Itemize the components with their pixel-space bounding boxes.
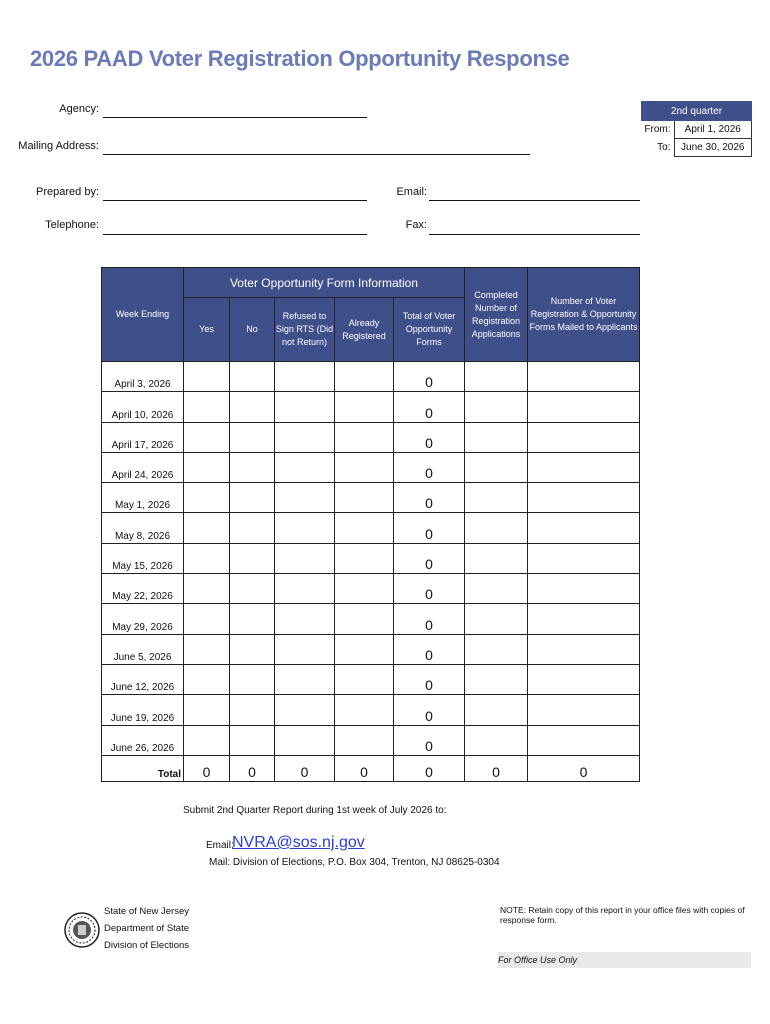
entry-cell[interactable] [184,634,230,664]
entry-cell[interactable] [230,604,275,634]
quarter-box [641,101,752,157]
entry-cell[interactable] [465,452,528,482]
entry-cell[interactable] [465,725,528,755]
entry-cell[interactable] [184,422,230,452]
agency-label: Agency: [59,103,99,115]
table-row [102,422,640,452]
entry-cell[interactable] [275,543,335,573]
entry-cell[interactable] [528,604,640,634]
entry-cell[interactable] [230,634,275,664]
col-completed: Completed Number of Registration Applications [465,268,528,362]
entry-cell[interactable] [275,725,335,755]
group-header: Voter Opportunity Form Information [184,268,465,298]
entry-cell[interactable] [465,664,528,694]
week-ending-cell: June 5, 2026 [102,634,184,664]
week-ending-cell: April 10, 2026 [102,392,184,422]
mailing-address-field[interactable] [103,154,530,155]
col-yes: Yes [184,298,230,362]
entry-cell[interactable] [335,513,394,543]
entry-cell[interactable] [275,392,335,422]
week-ending-cell: May 22, 2026 [102,574,184,604]
entry-cell[interactable] [184,513,230,543]
entry-cell[interactable] [275,604,335,634]
entry-cell[interactable] [275,362,335,392]
total-completed: 0 [465,755,528,781]
entry-cell[interactable] [230,695,275,725]
row-total-cell: 0 [394,513,465,543]
fax-field[interactable] [429,234,640,235]
entry-cell[interactable] [275,483,335,513]
entry-cell[interactable] [335,483,394,513]
entry-cell[interactable] [465,634,528,664]
submit-instructions: Submit 2nd Quarter Report during 1st week of July 2026 to: [183,805,447,816]
total-mailed: 0 [528,755,640,781]
entry-cell[interactable] [230,483,275,513]
entry-cell[interactable] [528,725,640,755]
entry-cell[interactable] [184,574,230,604]
entry-cell[interactable] [275,574,335,604]
entry-cell[interactable] [335,725,394,755]
agency-field[interactable] [103,117,367,118]
col-total-forms: Total of Voter Opportunity Forms [394,298,465,362]
entry-cell[interactable] [465,422,528,452]
entry-cell[interactable] [184,664,230,694]
row-total-cell: 0 [394,362,465,392]
entry-cell[interactable] [184,452,230,482]
entry-cell[interactable] [465,604,528,634]
entry-cell[interactable] [528,362,640,392]
entry-cell[interactable] [335,362,394,392]
table-row [102,513,640,543]
entry-cell[interactable] [528,543,640,573]
entry-cell[interactable] [528,483,640,513]
state-line-1: State of New Jersey [104,906,190,917]
entry-cell[interactable] [335,695,394,725]
entry-cell[interactable] [230,392,275,422]
fax-label: Fax: [405,219,427,231]
row-total-cell: 0 [394,604,465,634]
entry-cell[interactable] [465,483,528,513]
table-row [102,664,640,694]
entry-cell[interactable] [335,543,394,573]
table-row [102,634,640,664]
entry-cell[interactable] [465,513,528,543]
total-forms: 0 [394,755,465,781]
retain-copy-note: NOTE: Retain copy of this report in your office files with copies of response form. [500,905,745,925]
entry-cell[interactable] [184,392,230,422]
col-mailed: Number of Voter Registration & Opportunity Forms Mailed to Applicants [528,268,640,362]
row-total-cell: 0 [394,422,465,452]
table-row [102,543,640,573]
entry-cell[interactable] [230,452,275,482]
prepared-by-label: Prepared by: [36,186,99,198]
state-line-2: Department of State [104,923,190,934]
mailing-address-label: Mailing Address: [18,140,99,152]
state-department-block [104,903,189,954]
col-no: No [230,298,275,362]
quarter-to-label: To: [657,142,671,153]
row-total-cell: 0 [394,392,465,422]
week-ending-cell: April 24, 2026 [102,452,184,482]
entry-cell[interactable] [275,452,335,482]
state-seal-icon [63,899,101,961]
row-total-cell: 0 [394,574,465,604]
entry-cell[interactable] [275,513,335,543]
table-row [102,452,640,482]
table-row [102,604,640,634]
week-ending-cell: June 26, 2026 [102,725,184,755]
entry-cell[interactable] [528,452,640,482]
nvra-email-link[interactable]: NVRA@sos.nj.gov [232,834,365,851]
entry-cell[interactable] [465,574,528,604]
quarter-to-value: June 30, 2026 [674,139,752,157]
entry-cell[interactable] [335,574,394,604]
quarter-title: 2nd quarter [642,102,752,121]
row-total-cell: 0 [394,725,465,755]
row-total-cell: 0 [394,543,465,573]
telephone-label: Telephone: [45,219,99,231]
week-ending-cell: April 17, 2026 [102,422,184,452]
entry-cell[interactable] [275,422,335,452]
entry-cell[interactable] [528,422,640,452]
entry-cell[interactable] [335,634,394,664]
entry-cell[interactable] [335,422,394,452]
entry-cell[interactable] [335,604,394,634]
week-ending-cell: May 1, 2026 [102,483,184,513]
table-row [102,725,640,755]
row-total-cell: 0 [394,634,465,664]
state-line-3: Division of Elections [104,940,190,951]
email-label: Email: [396,186,427,198]
table-row [102,362,640,392]
entry-cell[interactable] [465,392,528,422]
quarter-from-label: From: [644,124,671,136]
row-total-cell: 0 [394,483,465,513]
col-refused: Refused to Sign RTS (Did not Return) [275,298,335,362]
page-title: 2026 PAAD Voter Registration Opportunity Response [30,46,570,71]
entry-cell[interactable] [230,543,275,573]
entry-cell[interactable] [528,574,640,604]
entry-cell[interactable] [184,362,230,392]
entry-cell[interactable] [230,513,275,543]
entry-cell[interactable] [275,664,335,694]
total-no: 0 [230,755,275,781]
entry-cell[interactable] [230,422,275,452]
email-field[interactable] [429,200,640,201]
footer-email-label: Email: [206,840,234,851]
col-already-registered: Already Registered [335,298,394,362]
voter-opportunity-table [101,267,640,782]
quarter-from-value: April 1, 2026 [674,121,752,139]
total-label: Total [102,755,184,781]
week-ending-cell: May 15, 2026 [102,543,184,573]
entry-cell[interactable] [528,392,640,422]
row-total-cell: 0 [394,695,465,725]
week-ending-cell: June 19, 2026 [102,695,184,725]
entry-cell[interactable] [465,543,528,573]
table-row [102,574,640,604]
col-week-ending: Week Ending [102,268,184,362]
row-total-cell: 0 [394,664,465,694]
row-total-cell: 0 [394,452,465,482]
week-ending-cell: May 8, 2026 [102,513,184,543]
telephone-field[interactable] [103,234,367,235]
entry-cell[interactable] [230,574,275,604]
entry-cell[interactable] [465,695,528,725]
entry-cell[interactable] [528,664,640,694]
prepared-by-field[interactable] [103,200,367,201]
table-row [102,695,640,725]
entry-cell[interactable] [528,634,640,664]
entry-cell[interactable] [528,695,640,725]
entry-cell[interactable] [184,543,230,573]
office-use-only: For Office Use Only [498,952,751,968]
table-row [102,483,640,513]
entry-cell[interactable] [275,695,335,725]
entry-cell[interactable] [230,664,275,694]
total-yes: 0 [184,755,230,781]
week-ending-cell: May 29, 2026 [102,604,184,634]
total-refused: 0 [275,755,335,781]
entry-cell[interactable] [335,452,394,482]
entry-cell[interactable] [230,362,275,392]
entry-cell[interactable] [184,483,230,513]
entry-cell[interactable] [184,695,230,725]
total-already: 0 [335,755,394,781]
entry-cell[interactable] [335,664,394,694]
week-ending-cell: April 3, 2026 [102,362,184,392]
entry-cell[interactable] [335,392,394,422]
mail-address: Mail: Division of Elections, P.O. Box 304, Trenton, NJ 08625-0304 [209,857,500,868]
entry-cell[interactable] [528,513,640,543]
entry-cell[interactable] [275,634,335,664]
entry-cell[interactable] [184,604,230,634]
entry-cell[interactable] [184,725,230,755]
week-ending-cell: June 12, 2026 [102,664,184,694]
table-row [102,392,640,422]
entry-cell[interactable] [230,725,275,755]
entry-cell[interactable] [465,362,528,392]
